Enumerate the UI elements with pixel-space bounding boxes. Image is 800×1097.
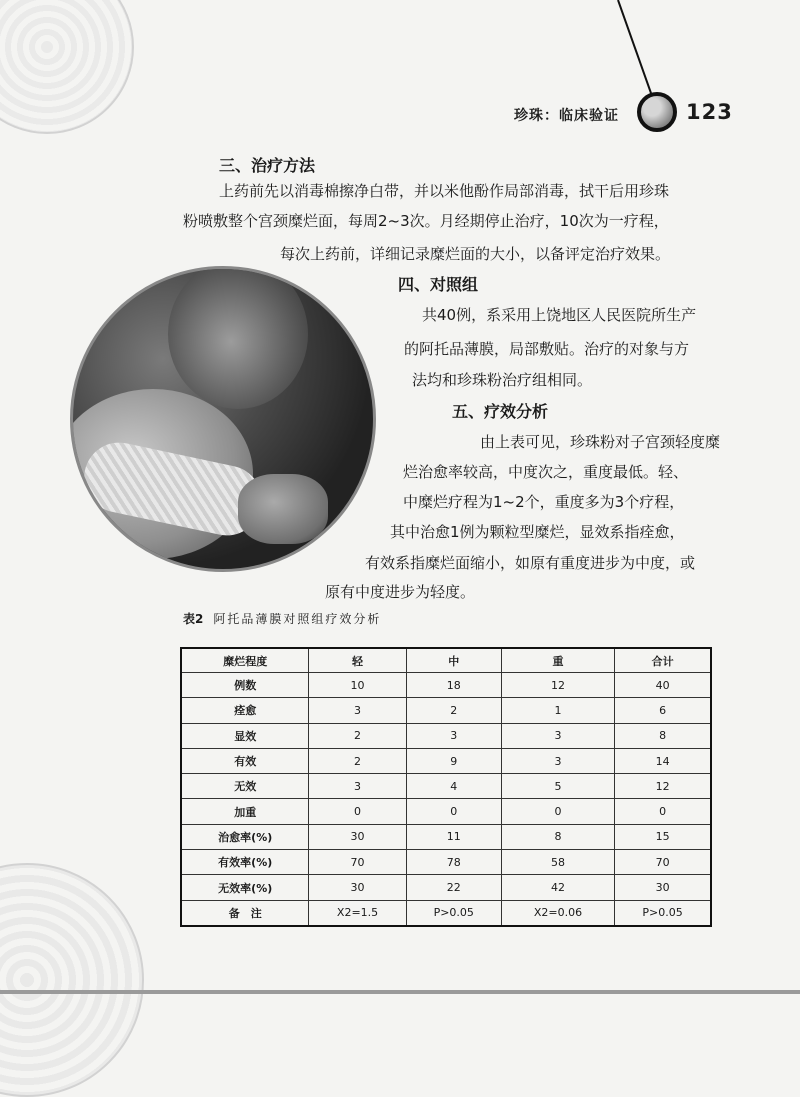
- table-cell: 1: [501, 698, 614, 723]
- table-cell: 0: [615, 799, 711, 824]
- row-label: 无效: [181, 774, 309, 799]
- table-cell: 15: [615, 824, 711, 849]
- header-pointer-line: [0, 0, 800, 140]
- running-header-title: 珍珠：临床验证: [514, 108, 619, 124]
- table-cell: 2: [406, 698, 501, 723]
- table-cell: 6: [615, 698, 711, 723]
- table-cell: 8: [501, 824, 614, 849]
- table-cell: P>0.05: [615, 900, 711, 926]
- bottom-edge-rule: [0, 990, 800, 994]
- photo-hand-shape: [238, 474, 328, 544]
- row-label: 有效率(%): [181, 850, 309, 875]
- table-cell: 3: [501, 748, 614, 773]
- table-cell: 2: [309, 748, 406, 773]
- section-3-title: 三、治疗方法: [219, 156, 316, 175]
- table-row: [181, 774, 711, 799]
- row-label: 例数: [181, 673, 309, 698]
- table-cell: 0: [501, 799, 614, 824]
- table-cell: 78: [406, 850, 501, 875]
- table-cell: 30: [615, 875, 711, 900]
- table-cell: 30: [309, 875, 406, 900]
- table-cell: 3: [309, 698, 406, 723]
- table-cell: 10: [309, 673, 406, 698]
- table-header-cell: 中: [406, 648, 501, 673]
- table-cell: 14: [615, 748, 711, 773]
- table-caption-text: 阿托品薄膜对照组疗效分析: [213, 612, 382, 626]
- page-number: 123: [686, 100, 733, 124]
- section-3-line-2: 粉喷敷整个宫颈糜烂面，每周2~3次。月经期停止治疗，10次为一疗程，: [183, 212, 669, 230]
- table-cell: P>0.05: [406, 900, 501, 926]
- row-label: 无效率(%): [181, 875, 309, 900]
- table-row: [181, 698, 711, 723]
- table-header-cell: 轻: [309, 648, 406, 673]
- table-cell: 30: [309, 824, 406, 849]
- table-row: [181, 824, 711, 849]
- table-cell: 5: [501, 774, 614, 799]
- table-cell: X2=1.5: [309, 900, 406, 926]
- section-3-line-1: 上药前先以消毒棉擦净白带，并以米他酚作局部消毒，拭干后用珍珠: [219, 182, 670, 200]
- photo-face-shape: [168, 266, 308, 409]
- table-cell: 8: [615, 723, 711, 748]
- header-circle-icon: [637, 92, 677, 132]
- efficacy-table: [180, 647, 712, 927]
- row-label: 加重: [181, 799, 309, 824]
- table-header-cell: 糜烂程度: [181, 648, 309, 673]
- table-cell: 40: [615, 673, 711, 698]
- table-cell: 2: [309, 723, 406, 748]
- section-5-line-1: 由上表可见，珍珠粉对子宫颈轻度糜: [480, 433, 721, 451]
- section-3-line-3: 每次上药前，详细记录糜烂面的大小，以备评定治疗效果。: [280, 245, 671, 263]
- table-cell: 70: [615, 850, 711, 875]
- decorative-wave-ornament-bottom-left: [0, 863, 144, 1097]
- section-4-line-3: 法均和珍珠粉治疗组相同。: [412, 371, 593, 389]
- woman-with-towel-photo: [70, 266, 376, 572]
- table-cell: 12: [501, 673, 614, 698]
- row-label: 治愈率(%): [181, 824, 309, 849]
- table-cell: 58: [501, 850, 614, 875]
- section-5-line-4: 其中治愈1例为颗粒型糜烂，显效系指痊愈，: [390, 523, 685, 541]
- table-row: [181, 748, 711, 773]
- table-cell: 3: [406, 723, 501, 748]
- section-5-line-5: 有效系指糜烂面缩小，如原有重度进步为中度，或: [365, 554, 696, 572]
- table-cell: 9: [406, 748, 501, 773]
- table-cell: 42: [501, 875, 614, 900]
- table-cell: 12: [615, 774, 711, 799]
- table-cell: 3: [501, 723, 614, 748]
- table-row: [181, 723, 711, 748]
- table-header-cell: 重: [501, 648, 614, 673]
- table-cell: 3: [309, 774, 406, 799]
- table-row: [181, 799, 711, 824]
- table-cell: 18: [406, 673, 501, 698]
- section-5-line-3: 中糜烂疗程为1~2个，重度多为3个疗程，: [403, 493, 685, 511]
- table-header-cell: 合计: [615, 648, 711, 673]
- row-label: 有效: [181, 748, 309, 773]
- row-label: 显效: [181, 723, 309, 748]
- section-4-line-1: 共40例，系采用上饶地区人民医院所生产: [422, 306, 697, 324]
- table-row: [181, 850, 711, 875]
- row-label: 痊愈: [181, 698, 309, 723]
- row-label: 备 注: [181, 900, 309, 926]
- table-row: [181, 673, 711, 698]
- table-row: [181, 900, 711, 926]
- section-4-title: 四、对照组: [398, 275, 479, 294]
- table-caption-label: 表2: [183, 612, 204, 626]
- section-4-line-2: 的阿托品薄膜，局部敷贴。治疗的对象与方: [404, 340, 690, 358]
- table-cell: X2=0.06: [501, 900, 614, 926]
- table-cell: 0: [309, 799, 406, 824]
- table-cell: 11: [406, 824, 501, 849]
- table-header-row: [181, 648, 711, 673]
- table-cell: 70: [309, 850, 406, 875]
- table-row: [181, 875, 711, 900]
- table-cell: 4: [406, 774, 501, 799]
- table-caption: [183, 610, 381, 627]
- table-cell: 22: [406, 875, 501, 900]
- section-5-line-2: 烂治愈率较高，中度次之，重度最低。轻、: [403, 463, 689, 481]
- table-cell: 0: [406, 799, 501, 824]
- section-5-title: 五、疗效分析: [452, 402, 549, 421]
- section-5-line-6: 原有中度进步为轻度。: [325, 583, 476, 601]
